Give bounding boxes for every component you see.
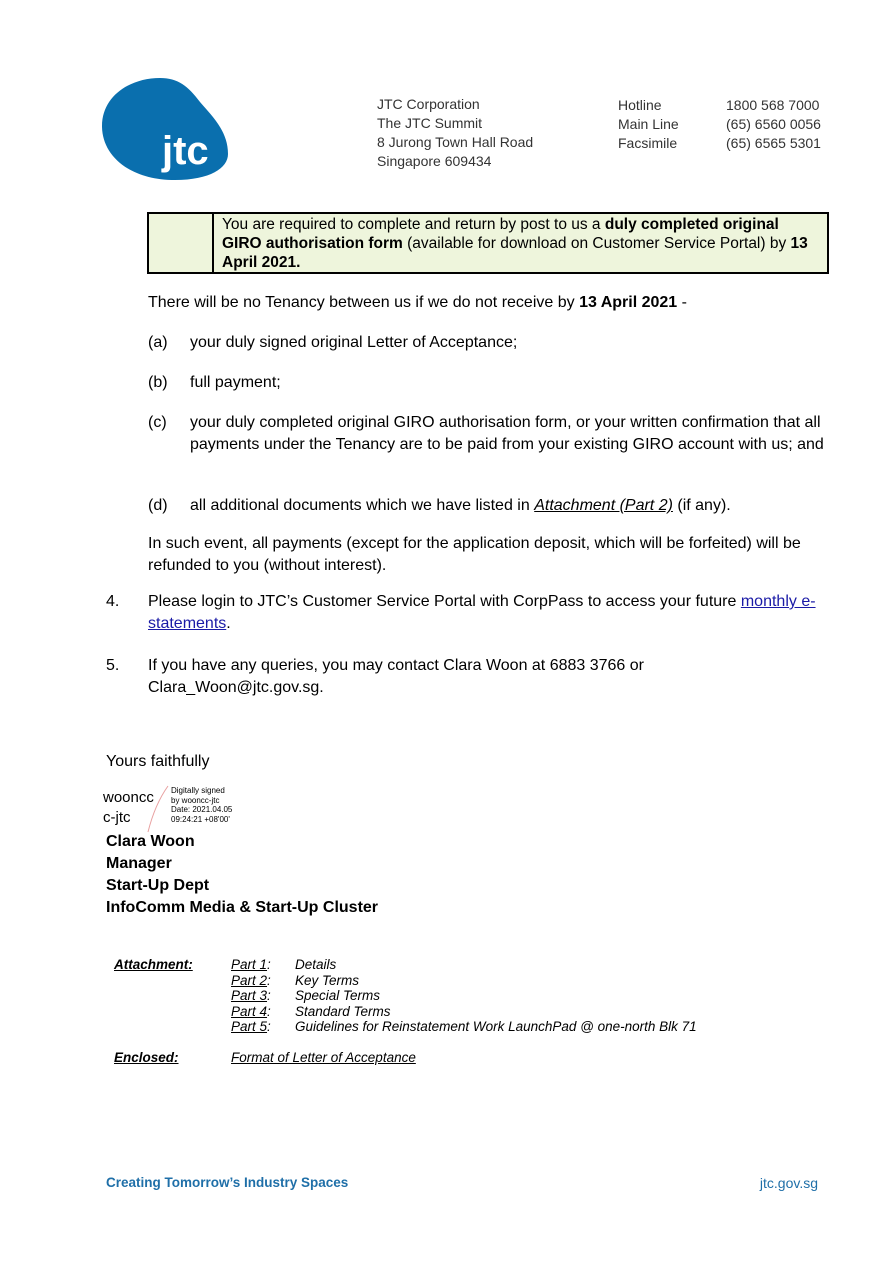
list-item-text: your duly completed original GIRO authorisation form, or your written confirmation that all payments under the Tenancy are to be paid from your existing GIRO account with us; and [190,414,824,453]
contact-row [618,115,821,134]
attachment-row: Part 2: Key Terms [231,972,360,988]
attachment-row: Part 1: Details [231,957,337,972]
digital-sig-line: by wooncc-jtc [171,795,220,805]
digital-sig-line: Date: 2021.04.05 [171,805,233,814]
attachment-row: Part 4: Standard Terms [231,1003,391,1019]
attachment-part: Part 5 [231,1019,268,1034]
address-line: Singapore 609434 [377,153,492,169]
attachment-part: Part 1 [231,957,268,972]
attachment-row: Part 5: Guidelines for Reinstatement Work LaunchPad @ one-north Blk 71 [231,1019,697,1034]
attachment-title: Details [295,957,337,972]
signature-line: c-jtc [103,809,131,826]
attachment-part: Part 2 [231,972,268,988]
point-text [148,591,834,635]
attachment-part: Part 3 [231,988,268,1003]
notice-bold2: 13 April 2021. [222,235,808,271]
enclosed-label: Enclosed: [114,1050,179,1065]
tenancy-suffix: - [677,294,687,311]
contact-label: Facsimile [618,135,678,151]
contact-label: Hotline [618,97,662,113]
signature-mark [144,784,174,834]
contact-numbers [618,96,821,153]
e-statements-link[interactable]: monthly e-statements [148,593,816,632]
notice-bold1: duly completed original GIRO authorisation form [222,216,779,252]
tenancy-intro-text: There will be no Tenancy between us if we do not receive by [148,294,580,311]
signatory-dept: Start-Up Dept [106,877,210,894]
item-d-post: (if any). [672,497,731,514]
footer-tagline: Creating Tomorrow’s Industry Spaces [106,1175,349,1190]
contact-value: (65) 6565 5301 [726,135,821,151]
contact-row [618,134,821,153]
contact-value: 1800 568 7000 [726,97,820,113]
signatory-title: Manager [106,855,172,872]
list-item-text: your duly signed original Letter of Acceptance; [190,334,518,351]
company-address [377,95,533,171]
enclosed-value: Format of Letter of Acceptance [231,1050,416,1065]
point4-end: . [226,615,231,632]
list-item-label: (c) [148,414,167,431]
contact-row [618,96,821,115]
point-number: 5. [106,657,120,674]
attachment-title: Guidelines for Reinstatement Work LaunchPad @ one-north Blk 71 [295,1019,697,1034]
digital-signature-info [171,786,232,824]
attachment-title: Standard Terms [295,1003,391,1019]
list-item-text [190,495,731,517]
point5-text: If you have any queries, you may contact Clara Woon at 6883 3766 or Clara_Woon@jtc.gov.sg. [148,657,644,696]
digital-sig-line: 09:24:21 +08'00' [171,814,230,824]
address-line: 8 Jurong Town Hall Road [377,134,534,150]
signatory-name: Clara Woon [106,833,195,850]
attachment-label: Attachment: [114,957,193,972]
numbered-point-5 [106,655,686,699]
giro-notice-box [147,212,829,274]
attachment-part: Part 4 [231,1003,268,1019]
jtc-logo [100,76,230,182]
numbered-point-4 [106,591,834,635]
attachment-row: Part 3: Special Terms [231,988,381,1003]
list-item [148,495,838,517]
tenancy-date: 13 April 2021 [579,294,678,311]
list-item [148,412,834,456]
refund-paragraph: In such event, all payments (except for the application deposit, which will be forfeited) will be refunded to you (without interest). [148,535,801,574]
notice-part2: (available for download on Customer Service Portal) by [402,235,791,252]
attachment-part2-link[interactable]: Attachment (Part 2) [534,497,673,514]
footer-website[interactable]: jtc.gov.sg [759,1175,818,1191]
item-d-pre: all additional documents which we have listed in [190,497,535,514]
logo-text: jtc [162,129,209,173]
contact-value: (65) 6560 0056 [726,116,821,132]
list-item-label: (b) [148,374,168,391]
list-item-text: full payment; [190,374,281,391]
list-item [148,332,838,354]
notice-text [214,214,827,272]
list-item-label: (d) [148,497,168,514]
address-line: JTC Corporation [377,96,480,112]
point4-text: Please login to JTC’s Customer Service Portal with CorpPass to access your future [148,593,741,610]
signature-line: wooncc [103,789,154,806]
signatory-cluster: InfoComm Media & Start-Up Cluster [106,899,379,916]
notice-left-cell [149,214,214,272]
signatory-block [106,831,378,919]
list-item [148,372,838,394]
tenancy-intro [148,292,838,314]
closing-salutation: Yours faithfully [106,753,210,770]
address-line: The JTC Summit [377,115,483,131]
list-item-label: (a) [148,334,168,351]
digital-sig-line: Digitally signed [171,786,225,795]
attachment-title: Key Terms [295,972,360,988]
attachment-title: Special Terms [295,988,381,1003]
contact-label: Main Line [618,116,679,132]
attachment-list [231,957,697,1035]
notice-part1: You are required to complete and return by post to us a [222,216,605,233]
point-number: 4. [106,593,120,610]
